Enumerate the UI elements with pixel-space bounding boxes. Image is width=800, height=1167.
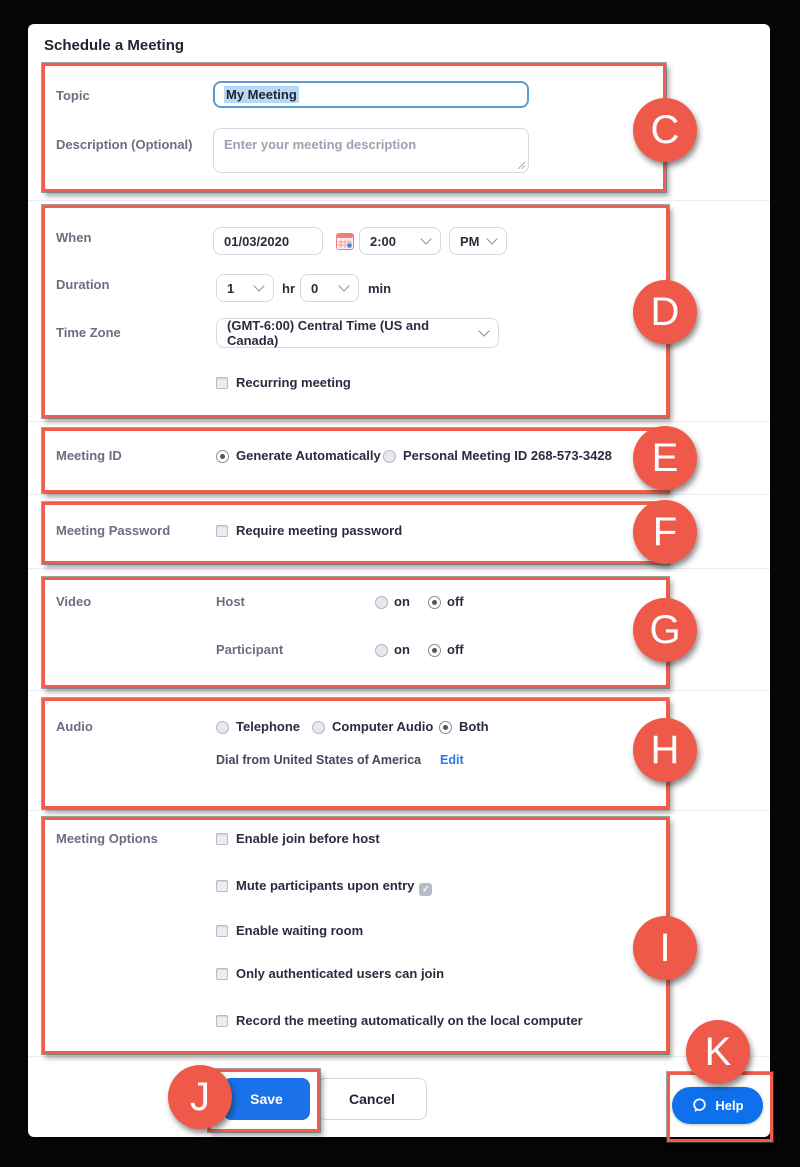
annotation-circle-k	[686, 1020, 750, 1084]
mute-on-entry-text: Mute participants upon entry	[236, 878, 415, 893]
video-host-off-label[interactable]: off	[447, 594, 464, 609]
annotation-letter: D	[650, 289, 680, 334]
annotation-circle-g	[633, 598, 697, 662]
duration-minutes-select[interactable]	[300, 274, 359, 302]
annotation-letter: J	[190, 1074, 210, 1119]
video-host-off-radio[interactable]	[428, 596, 441, 609]
audio-both-label[interactable]: Both	[459, 719, 489, 734]
info-badge-icon: ✓	[419, 883, 432, 896]
dial-from-text: Dial from United States of America	[216, 753, 422, 767]
video-host-on-label[interactable]: on	[394, 594, 410, 609]
chevron-down-icon	[420, 233, 431, 244]
section-divider	[28, 568, 770, 569]
authenticated-users-label[interactable]: Only authenticated users can join	[236, 966, 445, 981]
annotation-letter: G	[649, 607, 681, 652]
mute-on-entry-checkbox[interactable]	[216, 880, 228, 892]
topic-input-value: My Meeting	[226, 87, 297, 102]
video-participant-on-radio[interactable]	[375, 644, 388, 657]
ampm-value: PM	[460, 233, 480, 249]
recurring-label[interactable]: Recurring meeting	[236, 375, 351, 390]
annotation-letter: F	[652, 509, 678, 554]
annotation-box-g	[42, 577, 669, 688]
annotation-circle-c	[633, 98, 697, 162]
require-password-label[interactable]: Require meeting password	[236, 523, 403, 538]
meeting-id-generate-radio[interactable]	[216, 450, 229, 463]
video-participant-off-label[interactable]: off	[447, 642, 464, 657]
annotation-letter: I	[659, 925, 671, 970]
date-value: 01/03/2020	[224, 233, 290, 249]
chat-bubble-icon	[691, 1097, 708, 1114]
section-divider	[28, 494, 770, 495]
annotation-circle-f	[633, 500, 697, 564]
section-divider	[28, 810, 770, 811]
meeting-options-label: Meeting Options	[56, 831, 158, 846]
duration-label: Duration	[56, 277, 110, 292]
section-divider	[28, 200, 770, 201]
timezone-label: Time Zone	[56, 325, 121, 340]
duration-hours-unit: hr	[282, 281, 295, 296]
mute-on-entry-label[interactable]	[236, 878, 432, 896]
when-label: When	[56, 230, 92, 245]
chevron-down-icon	[478, 325, 489, 336]
chevron-down-icon	[486, 233, 497, 244]
duration-minutes-value: 0	[311, 280, 319, 296]
cancel-button[interactable]: Cancel	[317, 1078, 427, 1120]
annotation-circle-e	[633, 426, 697, 490]
audio-computer-label[interactable]: Computer Audio	[332, 719, 434, 734]
video-participant-label: Participant	[216, 642, 284, 657]
duration-hours-select[interactable]	[216, 274, 274, 302]
meeting-id-label: Meeting ID	[56, 448, 122, 463]
timezone-select[interactable]	[216, 318, 499, 348]
annotation-circle-h	[633, 718, 697, 782]
video-participant-on-label[interactable]: on	[394, 642, 410, 657]
annotation-box-d	[42, 205, 669, 418]
time-select[interactable]	[359, 227, 441, 255]
record-meeting-checkbox[interactable]	[216, 1015, 228, 1027]
annotation-circle-i	[633, 916, 697, 980]
waiting-room-checkbox[interactable]	[216, 925, 228, 937]
annotation-letter: K	[704, 1029, 732, 1074]
video-host-label: Host	[216, 594, 245, 609]
ampm-select[interactable]	[449, 227, 507, 255]
authenticated-users-checkbox[interactable]	[216, 968, 228, 980]
meeting-id-generate-label[interactable]: Generate Automatically	[236, 448, 381, 463]
schedule-meeting-page	[28, 24, 770, 1137]
annotation-circle-j	[168, 1065, 232, 1129]
chevron-down-icon	[253, 280, 264, 291]
page-title: Schedule a Meeting	[44, 37, 185, 54]
audio-label: Audio	[56, 719, 93, 734]
description-label: Description (Optional)	[56, 137, 193, 152]
section-divider	[28, 1056, 770, 1057]
record-meeting-label[interactable]: Record the meeting automatically on the local computer	[236, 1013, 583, 1028]
waiting-room-label[interactable]: Enable waiting room	[236, 923, 364, 938]
meeting-password-label: Meeting Password	[56, 523, 171, 538]
time-value: 2:00	[370, 233, 397, 249]
help-button[interactable]	[672, 1087, 763, 1124]
meeting-id-personal-label[interactable]: Personal Meeting ID 268-573-3428	[403, 448, 612, 463]
video-label: Video	[56, 594, 92, 609]
audio-computer-radio[interactable]	[312, 721, 325, 734]
video-host-on-radio[interactable]	[375, 596, 388, 609]
recurring-checkbox[interactable]	[216, 377, 228, 389]
audio-telephone-label[interactable]: Telephone	[236, 719, 301, 734]
topic-label: Topic	[56, 88, 90, 103]
save-button[interactable]: Save	[223, 1078, 310, 1120]
audio-both-radio[interactable]	[439, 721, 452, 734]
audio-telephone-radio[interactable]	[216, 721, 229, 734]
meeting-id-personal-radio[interactable]	[383, 450, 396, 463]
annotation-letter: C	[650, 107, 680, 152]
annotation-letter: E	[651, 435, 679, 480]
join-before-host-checkbox[interactable]	[216, 833, 228, 845]
chevron-down-icon	[338, 280, 349, 291]
require-password-checkbox[interactable]	[216, 525, 228, 537]
annotation-letter: H	[650, 727, 680, 772]
section-divider	[28, 421, 770, 422]
resize-grip-icon[interactable]	[517, 161, 525, 169]
annotation-circle-d	[633, 280, 697, 344]
date-input[interactable]	[213, 227, 323, 255]
duration-minutes-unit: min	[368, 281, 392, 296]
description-placeholder: Enter your meeting description	[224, 137, 417, 152]
video-participant-off-radio[interactable]	[428, 644, 441, 657]
topic-input[interactable]	[213, 81, 529, 108]
description-textarea[interactable]	[213, 128, 529, 173]
help-button-label: Help	[715, 1098, 744, 1113]
join-before-host-label[interactable]: Enable join before host	[236, 831, 380, 846]
duration-hours-value: 1	[227, 280, 235, 296]
dial-edit-link[interactable]: Edit	[440, 753, 464, 767]
section-divider	[28, 690, 770, 691]
timezone-value: (GMT-6:00) Central Time (US and Canada)	[227, 318, 430, 348]
calendar-icon[interactable]	[336, 233, 354, 250]
